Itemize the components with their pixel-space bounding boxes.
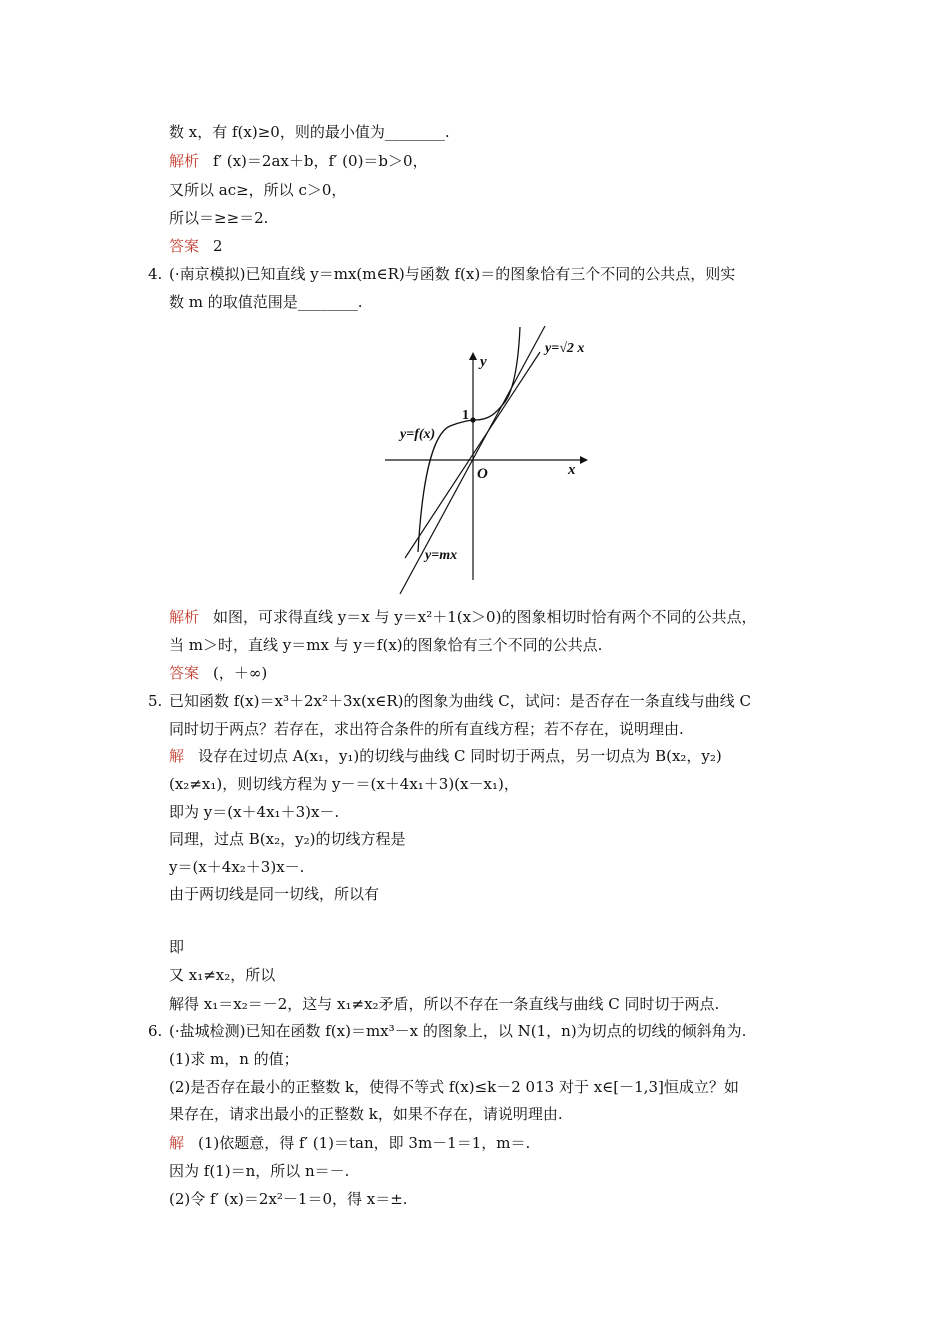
- q3-jiexi-text: f′ (x)＝2ax＋b，f′ (0)＝b＞0，: [213, 152, 428, 170]
- q5-jie-line1: [169, 746, 722, 766]
- q6-line4: 果存在，请求出最小的正整数 k，如果不存在，请说明理由.: [169, 1105, 563, 1123]
- q5-jie-line7: 即: [169, 938, 185, 956]
- q4-line2: 数 m 的取值范围是________.: [169, 293, 363, 311]
- label-fx: y=f(x): [400, 427, 436, 442]
- q5-jie-line4: 同理，过点 B(x₂，y₂)的切线方程是: [169, 830, 406, 848]
- q6-line1: (·盐城检测)已知在函数 f(x)＝mx³－x 的图象上，以 N(1，n)为切点的切线的倾斜角为.: [169, 1022, 747, 1040]
- answer-label: 答案: [169, 237, 200, 255]
- q5-line1: 已知函数 f(x)＝x³＋2x²＋3x(x∈R)的图象为曲线 C，试问：是否存在一条直线与曲线 C: [169, 692, 752, 710]
- q3-jiexi-line: [169, 151, 428, 171]
- y-axis-arrow: [469, 352, 477, 360]
- q4-jiexi-line1: [169, 607, 756, 627]
- jie-label: 解: [169, 1134, 185, 1152]
- q4-figure: [380, 322, 610, 600]
- jiexi-label: 解析: [169, 608, 200, 626]
- point-0-1: [470, 417, 475, 422]
- q3-line3: 所以＝≥≥＝2.: [169, 209, 269, 227]
- q5-jie-line5: y＝(x＋4x₂＋3)x－.: [169, 858, 305, 876]
- q5-jie-line8: 又 x₁≠x₂，所以: [169, 966, 276, 984]
- q4-jiexi-text1: 如图，可求得直线 y＝x 与 y＝x²＋1(x＞0)的图象相切时恰有两个不同的公共点，: [213, 608, 757, 626]
- q4-answer-line: [169, 663, 267, 683]
- q3-tail-line: 数 x，有 f(x)≥0，则的最小值为________.: [169, 123, 450, 141]
- label-x: x: [568, 462, 576, 478]
- q5-jie-line6: 由于两切线是同一切线，所以有: [169, 885, 380, 903]
- q3-answer-line: [169, 236, 223, 256]
- answer-label: 答案: [169, 664, 200, 682]
- label-one: 1: [462, 408, 469, 423]
- q4-number: 4.: [148, 265, 163, 283]
- q6-jie-line3: (2)令 f′ (x)＝2x²－1＝0，得 x＝±.: [169, 1190, 408, 1208]
- jie-label: 解: [169, 747, 185, 765]
- q5-jie-line3: 即为 y＝(x＋4x₁＋3)x－.: [169, 803, 340, 821]
- q4-answer-value: (，＋∞): [213, 664, 268, 682]
- q5-jie-line2: (x₂≠x₁)，则切线方程为 y－＝(x＋4x₁＋3)(x－x₁)，: [169, 775, 519, 793]
- q6-jie-text1: (1)依题意，得 f′ (1)＝tan，即 3m－1＝1，m＝.: [198, 1134, 531, 1152]
- q5-line2: 同时切于两点？若存在，求出符合条件的所有直线方程；若不存在，说明理由.: [169, 720, 684, 738]
- x-axis-arrow: [580, 456, 588, 464]
- q5-jie-line9: 解得 x₁＝x₂＝－2，这与 x₁≠x₂矛盾，所以不存在一条直线与曲线 C 同时切于两点.: [169, 995, 720, 1013]
- q6-line2: (1)求 m，n 的值；: [169, 1050, 299, 1068]
- q4-jiexi-line2: 当 m＞时，直线 y＝mx 与 y＝f(x)的图象恰有三个不同的公共点.: [169, 636, 603, 654]
- jiexi-label: 解析: [169, 152, 200, 170]
- label-sqrt2-x: y=√2 x: [545, 341, 585, 356]
- q3-answer-value: 2: [213, 237, 223, 255]
- q6-line3: (2)是否存在最小的正整数 k，使得不等式 f(x)≤k－2 013 对于 x∈[－1,3]恒成立？如: [169, 1078, 739, 1096]
- label-y: y: [480, 354, 487, 370]
- label-mx: y=mx: [425, 548, 458, 563]
- q3-line2: 又所以 ac≥，所以 c＞0，: [169, 181, 347, 199]
- q5-jie-text1: 设存在过切点 A(x₁，y₁)的切线与曲线 C 同时切于两点，另一切点为 B(x₂，y₂): [198, 747, 722, 765]
- label-o: O: [477, 466, 488, 482]
- q6-jie-line1: [169, 1133, 530, 1153]
- q6-jie-line2: 因为 f(1)＝n，所以 n＝－.: [169, 1162, 350, 1180]
- q4-line1: (·南京模拟)已知直线 y＝mx(m∈R)与函数 f(x)＝的图象恰有三个不同的公共点，则实: [169, 265, 736, 283]
- q5-number: 5.: [148, 692, 163, 710]
- q6-number: 6.: [148, 1022, 163, 1040]
